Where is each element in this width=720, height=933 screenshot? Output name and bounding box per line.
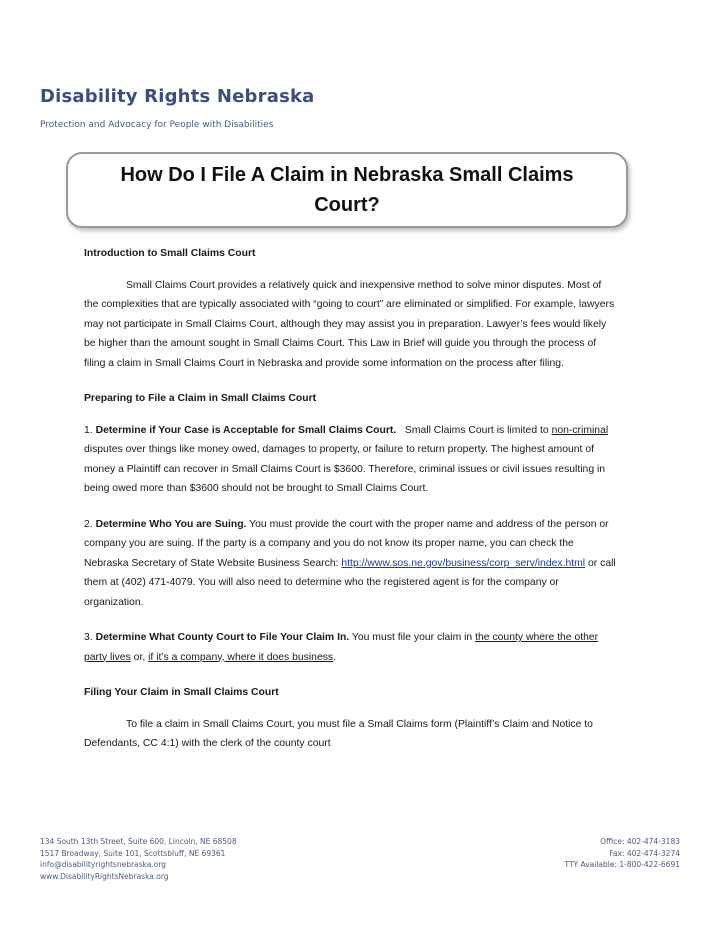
org-tagline: Protection and Advocacy for People with Disabilities — [40, 120, 274, 130]
step-1 — [84, 421, 618, 499]
footer-address-lincoln: 134 South 13th Street, Suite 600, Lincoln, NE 68508 — [40, 837, 237, 846]
footer-office-phone: Office: 402-474-3183 — [600, 837, 680, 846]
step-3-underlined-b: if it’s a company, where it does business — [148, 651, 334, 663]
step-2 — [84, 515, 618, 613]
step-3-text-end: . — [333, 651, 337, 663]
step-2-text-b: or call them at (402) 471-4079. You will also need to determine who the registered agent is for the company or organization. — [84, 557, 616, 608]
step-1-lead: Determine if Your Case is Acceptable for Small Claims Court. — [95, 424, 397, 436]
intro-paragraph: Small Claims Court provides a relatively quick and inexpensive method to solve minor disputes. Most of the complexities that are typically associated with “going to court” are eliminated or simplified. For example, lawyers may not participate in Small Claims Court, although they may assist you in preparation. Lawyer’s fees would likely be higher than the amount sought in Small Claims Court. This Law in Brief will guide you through the process of filing a claim in Small Claims Court in Nebraska and provide some information on the process after filing. — [84, 279, 615, 369]
intro-heading: Introduction to Small Claims Court — [84, 248, 256, 259]
footer-fax: Fax: 402-474-3274 — [609, 848, 680, 858]
filing-paragraph: To file a claim in Small Claims Court, you must file a Small Claims form (Plaintiff’s Claim and Notice to Defendants, CC 4:1) with the clerk of the county court — [84, 718, 593, 749]
footer-website[interactable]: www.DisabilityRightsNebraska.org — [40, 871, 169, 881]
step-1-text-b: disputes over things like money owed, damages to property, or failure to return property. The highest amount of money a Plaintiff can recover in Small Claims Court is $3600. Therefore, criminal issues or civil issues resulting in being owed more than $3600 should not be brought to Small Claims Court. — [84, 444, 606, 494]
step-3-text-or: or, — [133, 651, 146, 663]
footer-tty: TTY Available: 1-800-422-6691 — [564, 860, 680, 869]
document-body — [84, 244, 618, 770]
step-3-text-a: You must file your claim in — [351, 632, 473, 643]
sos-business-link[interactable]: http://www.sos.ne.gov/business/corp_serv/index.html — [341, 557, 586, 569]
document-title: How Do I File A Claim in Nebraska Small Claims Court? — [120, 164, 574, 216]
step-1-underlined: non-criminal — [551, 424, 609, 436]
step-3 — [84, 628, 618, 667]
footer-contact-right — [565, 836, 680, 871]
footer-address-scottsbluff: 1517 Broadway, Suite 101, Scottsbluff, NE 69361 — [40, 848, 226, 858]
step-1-text-a: Small Claims Court is limited to — [404, 424, 549, 436]
footer-contact-left — [40, 836, 237, 882]
step-2-text-a: You must provide the court with the proper name and address of the person or company you are suing. If the party is a company and you do not know its proper name, you can check the Nebraska Secretary of State Website Business Search: — [84, 518, 609, 569]
step-1-number: 1. — [84, 424, 93, 436]
title-box — [66, 152, 628, 228]
preparing-heading: Preparing to File a Claim in Small Claims Court — [84, 393, 317, 404]
org-name: Disability Rights Nebraska — [40, 86, 315, 107]
step-3-number: 3. — [84, 632, 93, 643]
step-3-underlined-a: the county where the other party lives — [84, 632, 599, 663]
footer-email[interactable]: info@disabilityrightsnebraska.org — [40, 860, 167, 869]
filing-heading: Filing Your Claim in Small Claims Court — [84, 687, 279, 698]
step-3-lead: Determine What County Court to File Your Claim In. — [95, 632, 350, 643]
step-2-number: 2. — [84, 518, 93, 530]
step-2-lead: Determine Who You are Suing. — [95, 518, 247, 530]
